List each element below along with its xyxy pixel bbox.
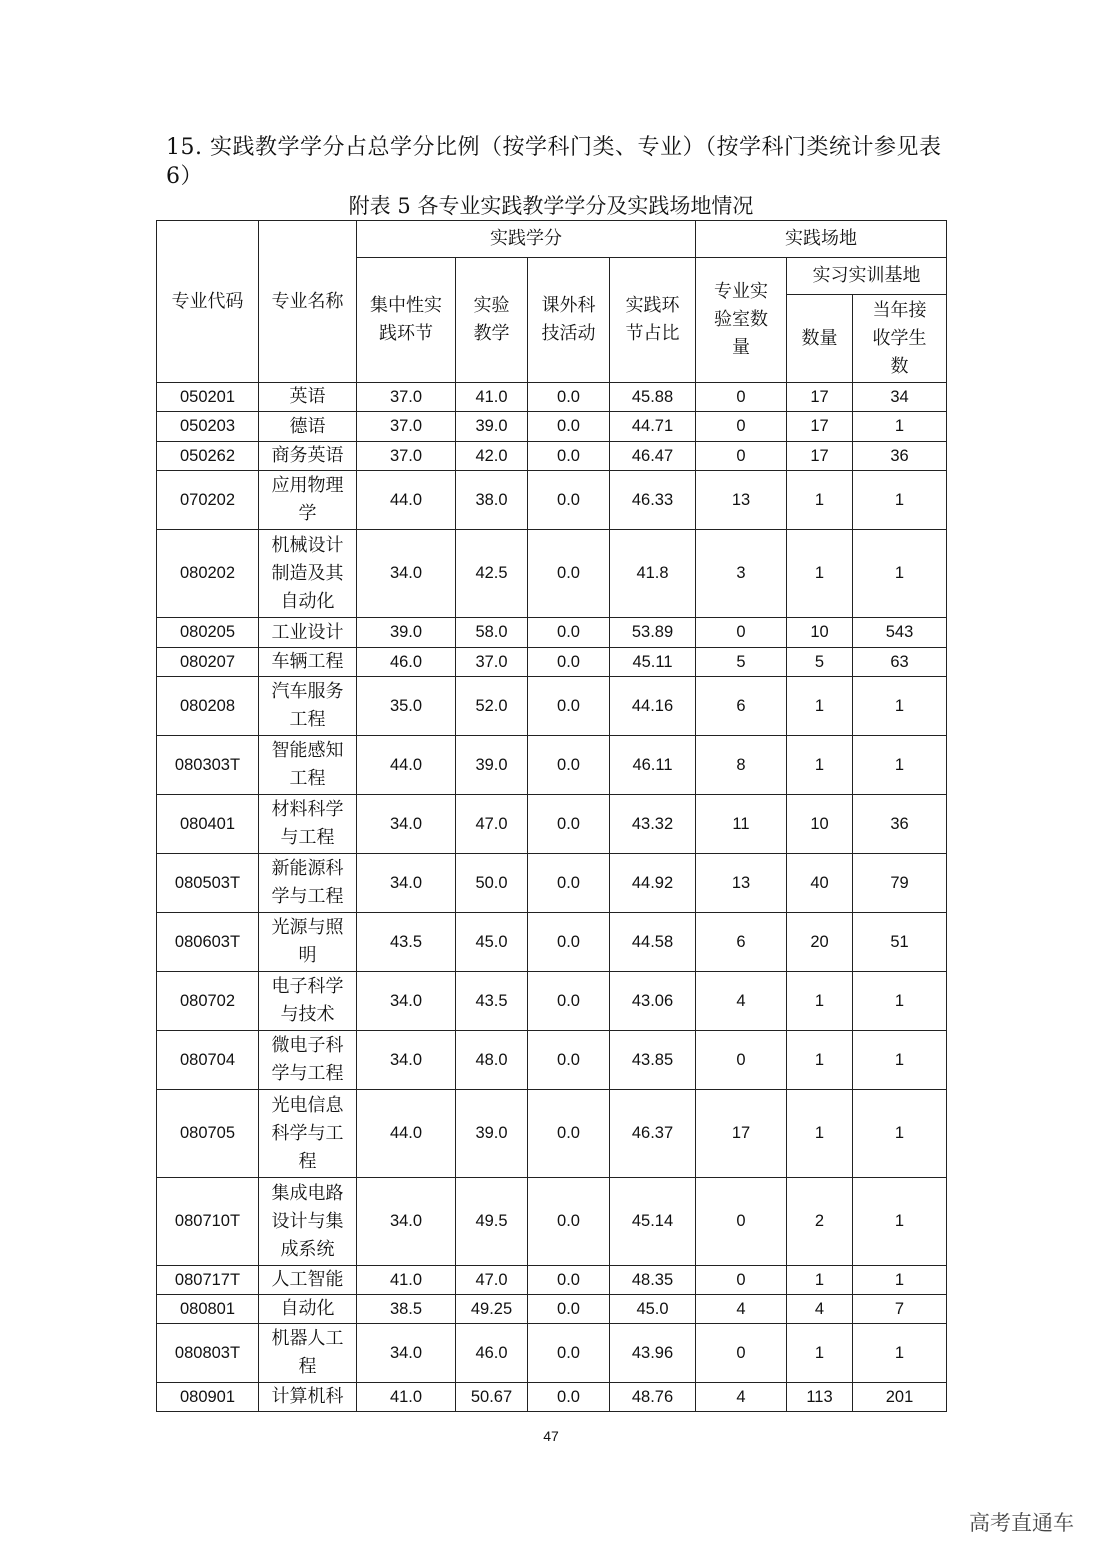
table-row — [157, 677, 947, 736]
cell-labs: 13 — [696, 471, 787, 530]
cell-name: 材料科学与工程 — [259, 795, 357, 854]
section-heading: 15. 实践教学学分占总学分比例（按学科门类、专业）（按学科门类统计参见表6） — [166, 135, 942, 189]
cell-students: 63 — [853, 648, 947, 677]
cell-code: 050203 — [157, 412, 259, 442]
header-practice-site: 实践场地 — [696, 221, 947, 258]
cell-experiment: 41.0 — [456, 383, 528, 412]
cell-name: 电子科学与技术 — [259, 972, 357, 1031]
cell-ratio: 44.71 — [610, 412, 696, 442]
cell-experiment: 38.0 — [456, 471, 528, 530]
cell-labs: 0 — [696, 618, 787, 648]
cell-name: 自动化 — [259, 1295, 357, 1324]
cell-extracurricular: 0.0 — [528, 1178, 610, 1266]
cell-bases: 20 — [787, 913, 853, 972]
cell-code: 080803T — [157, 1324, 259, 1383]
cell-labs: 0 — [696, 1178, 787, 1266]
cell-experiment: 39.0 — [456, 412, 528, 442]
cell-ratio: 46.11 — [610, 736, 696, 795]
header-students: 当年接收学生数 — [853, 295, 947, 383]
cell-concentrated: 44.0 — [357, 471, 456, 530]
cell-code: 080710T — [157, 1178, 259, 1266]
cell-labs: 17 — [696, 1090, 787, 1178]
cell-students: 1 — [853, 412, 947, 442]
cell-ratio: 53.89 — [610, 618, 696, 648]
cell-ratio: 48.76 — [610, 1383, 696, 1412]
cell-labs: 6 — [696, 913, 787, 972]
cell-extracurricular: 0.0 — [528, 677, 610, 736]
cell-ratio: 44.58 — [610, 913, 696, 972]
cell-concentrated: 43.5 — [357, 913, 456, 972]
cell-concentrated: 34.0 — [357, 854, 456, 913]
cell-students: 34 — [853, 383, 947, 412]
cell-name: 机器人工程 — [259, 1324, 357, 1383]
cell-concentrated: 37.0 — [357, 442, 456, 471]
table-caption: 附表 5 各专业实践教学学分及实践场地情况 — [348, 194, 754, 218]
header-practice-credits: 实践学分 — [357, 221, 696, 258]
header-labs: 专业实验室数量 — [696, 258, 787, 383]
cell-experiment: 50.0 — [456, 854, 528, 913]
cell-concentrated: 34.0 — [357, 972, 456, 1031]
header-ratio: 实践环节占比 — [610, 258, 696, 383]
table-row — [157, 1090, 947, 1178]
table-row — [157, 618, 947, 648]
cell-code: 080603T — [157, 913, 259, 972]
cell-experiment: 42.0 — [456, 442, 528, 471]
cell-concentrated: 37.0 — [357, 383, 456, 412]
table-row — [157, 1266, 947, 1295]
table-row — [157, 412, 947, 442]
cell-ratio: 44.92 — [610, 854, 696, 913]
cell-extracurricular: 0.0 — [528, 1266, 610, 1295]
cell-experiment: 45.0 — [456, 913, 528, 972]
cell-labs: 4 — [696, 1383, 787, 1412]
cell-name: 光电信息科学与工程 — [259, 1090, 357, 1178]
cell-ratio: 48.35 — [610, 1266, 696, 1295]
cell-name: 商务英语 — [259, 442, 357, 471]
cell-labs: 5 — [696, 648, 787, 677]
cell-code: 080205 — [157, 618, 259, 648]
cell-extracurricular: 0.0 — [528, 618, 610, 648]
cell-extracurricular: 0.0 — [528, 530, 610, 618]
cell-ratio: 46.33 — [610, 471, 696, 530]
table-row — [157, 1031, 947, 1090]
cell-concentrated: 35.0 — [357, 677, 456, 736]
cell-labs: 3 — [696, 530, 787, 618]
practice-credits-table — [156, 220, 947, 1412]
cell-extracurricular: 0.0 — [528, 736, 610, 795]
cell-concentrated: 44.0 — [357, 736, 456, 795]
header-extracurricular: 课外科技活动 — [528, 258, 610, 383]
cell-experiment: 39.0 — [456, 1090, 528, 1178]
cell-concentrated: 34.0 — [357, 795, 456, 854]
cell-extracurricular: 0.0 — [528, 442, 610, 471]
header-concentrated: 集中性实践环节 — [357, 258, 456, 383]
cell-name: 光源与照明 — [259, 913, 357, 972]
table-row — [157, 1383, 947, 1412]
cell-code: 050201 — [157, 383, 259, 412]
cell-code: 080207 — [157, 648, 259, 677]
cell-code: 080705 — [157, 1090, 259, 1178]
cell-students: 36 — [853, 795, 947, 854]
table-row — [157, 471, 947, 530]
cell-ratio: 43.32 — [610, 795, 696, 854]
cell-students: 51 — [853, 913, 947, 972]
cell-bases: 17 — [787, 383, 853, 412]
header-bases: 实习实训基地 — [787, 258, 947, 295]
cell-bases: 10 — [787, 618, 853, 648]
cell-code: 080901 — [157, 1383, 259, 1412]
cell-experiment: 43.5 — [456, 972, 528, 1031]
cell-code: 070202 — [157, 471, 259, 530]
cell-bases: 1 — [787, 1090, 853, 1178]
cell-bases: 17 — [787, 412, 853, 442]
cell-experiment: 48.0 — [456, 1031, 528, 1090]
cell-bases: 1 — [787, 471, 853, 530]
cell-ratio: 45.0 — [610, 1295, 696, 1324]
cell-ratio: 43.85 — [610, 1031, 696, 1090]
cell-experiment: 47.0 — [456, 795, 528, 854]
table-row — [157, 736, 947, 795]
cell-labs: 0 — [696, 1324, 787, 1383]
cell-labs: 6 — [696, 677, 787, 736]
cell-code: 080801 — [157, 1295, 259, 1324]
cell-students: 36 — [853, 442, 947, 471]
cell-code: 080503T — [157, 854, 259, 913]
cell-name: 计算机科 — [259, 1383, 357, 1412]
cell-experiment: 58.0 — [456, 618, 528, 648]
table-row — [157, 442, 947, 471]
cell-bases: 113 — [787, 1383, 853, 1412]
cell-labs: 0 — [696, 1031, 787, 1090]
cell-labs: 0 — [696, 1266, 787, 1295]
cell-bases: 5 — [787, 648, 853, 677]
header-experiment: 实验教学 — [456, 258, 528, 383]
cell-ratio: 46.47 — [610, 442, 696, 471]
cell-labs: 8 — [696, 736, 787, 795]
cell-bases: 1 — [787, 1031, 853, 1090]
cell-experiment: 39.0 — [456, 736, 528, 795]
table-row — [157, 530, 947, 618]
cell-labs: 0 — [696, 442, 787, 471]
table-row — [157, 854, 947, 913]
cell-ratio: 43.96 — [610, 1324, 696, 1383]
cell-name: 英语 — [259, 383, 357, 412]
table-row — [157, 972, 947, 1031]
cell-students: 1 — [853, 1031, 947, 1090]
cell-name: 新能源科学与工程 — [259, 854, 357, 913]
cell-students: 1 — [853, 471, 947, 530]
cell-students: 1 — [853, 1324, 947, 1383]
cell-students: 7 — [853, 1295, 947, 1324]
cell-bases: 1 — [787, 677, 853, 736]
cell-concentrated: 34.0 — [357, 530, 456, 618]
cell-labs: 11 — [696, 795, 787, 854]
cell-bases: 2 — [787, 1178, 853, 1266]
cell-ratio: 43.06 — [610, 972, 696, 1031]
cell-name: 汽车服务工程 — [259, 677, 357, 736]
cell-code: 080717T — [157, 1266, 259, 1295]
cell-code: 080303T — [157, 736, 259, 795]
cell-experiment: 50.67 — [456, 1383, 528, 1412]
cell-students: 1 — [853, 972, 947, 1031]
cell-students: 1 — [853, 1266, 947, 1295]
cell-ratio: 45.11 — [610, 648, 696, 677]
cell-extracurricular: 0.0 — [528, 383, 610, 412]
cell-bases: 1 — [787, 1266, 853, 1295]
cell-name: 微电子科学与工程 — [259, 1031, 357, 1090]
page-number: 47 — [543, 1428, 559, 1444]
cell-extracurricular: 0.0 — [528, 648, 610, 677]
cell-experiment: 49.5 — [456, 1178, 528, 1266]
cell-code: 050262 — [157, 442, 259, 471]
cell-bases: 4 — [787, 1295, 853, 1324]
cell-bases: 17 — [787, 442, 853, 471]
header-code: 专业代码 — [157, 221, 259, 383]
cell-code: 080704 — [157, 1031, 259, 1090]
cell-extracurricular: 0.0 — [528, 1295, 610, 1324]
cell-bases: 1 — [787, 972, 853, 1031]
cell-concentrated: 37.0 — [357, 412, 456, 442]
cell-name: 德语 — [259, 412, 357, 442]
cell-concentrated: 41.0 — [357, 1266, 456, 1295]
cell-students: 1 — [853, 1090, 947, 1178]
cell-ratio: 46.37 — [610, 1090, 696, 1178]
cell-name: 机械设计制造及其自动化 — [259, 530, 357, 618]
cell-bases: 1 — [787, 530, 853, 618]
cell-concentrated: 41.0 — [357, 1383, 456, 1412]
cell-students: 1 — [853, 677, 947, 736]
table-row — [157, 795, 947, 854]
cell-concentrated: 34.0 — [357, 1031, 456, 1090]
cell-experiment: 49.25 — [456, 1295, 528, 1324]
header-name: 专业名称 — [259, 221, 357, 383]
cell-code: 080401 — [157, 795, 259, 854]
cell-ratio: 44.16 — [610, 677, 696, 736]
cell-experiment: 52.0 — [456, 677, 528, 736]
cell-labs: 4 — [696, 972, 787, 1031]
cell-ratio: 45.88 — [610, 383, 696, 412]
header-base-count: 数量 — [787, 295, 853, 383]
cell-extracurricular: 0.0 — [528, 1090, 610, 1178]
cell-concentrated: 46.0 — [357, 648, 456, 677]
cell-name: 人工智能 — [259, 1266, 357, 1295]
cell-bases: 1 — [787, 736, 853, 795]
table-row — [157, 1178, 947, 1266]
cell-bases: 10 — [787, 795, 853, 854]
cell-labs: 13 — [696, 854, 787, 913]
cell-concentrated: 34.0 — [357, 1324, 456, 1383]
table-row — [157, 1324, 947, 1383]
cell-students: 543 — [853, 618, 947, 648]
cell-concentrated: 39.0 — [357, 618, 456, 648]
cell-extracurricular: 0.0 — [528, 854, 610, 913]
cell-extracurricular: 0.0 — [528, 795, 610, 854]
cell-experiment: 37.0 — [456, 648, 528, 677]
table-row — [157, 383, 947, 412]
cell-concentrated: 38.5 — [357, 1295, 456, 1324]
cell-experiment: 46.0 — [456, 1324, 528, 1383]
cell-concentrated: 44.0 — [357, 1090, 456, 1178]
cell-extracurricular: 0.0 — [528, 913, 610, 972]
cell-students: 201 — [853, 1383, 947, 1412]
cell-ratio: 41.8 — [610, 530, 696, 618]
cell-ratio: 45.14 — [610, 1178, 696, 1266]
cell-bases: 40 — [787, 854, 853, 913]
cell-extracurricular: 0.0 — [528, 471, 610, 530]
cell-students: 1 — [853, 1178, 947, 1266]
cell-extracurricular: 0.0 — [528, 1324, 610, 1383]
cell-bases: 1 — [787, 1324, 853, 1383]
cell-labs: 4 — [696, 1295, 787, 1324]
cell-students: 1 — [853, 530, 947, 618]
cell-name: 工业设计 — [259, 618, 357, 648]
cell-extracurricular: 0.0 — [528, 1383, 610, 1412]
table-row — [157, 1295, 947, 1324]
cell-students: 1 — [853, 736, 947, 795]
cell-name: 智能感知工程 — [259, 736, 357, 795]
cell-extracurricular: 0.0 — [528, 1031, 610, 1090]
cell-name: 集成电路设计与集成系统 — [259, 1178, 357, 1266]
cell-extracurricular: 0.0 — [528, 412, 610, 442]
cell-experiment: 42.5 — [456, 530, 528, 618]
cell-labs: 0 — [696, 383, 787, 412]
cell-concentrated: 34.0 — [357, 1178, 456, 1266]
cell-code: 080202 — [157, 530, 259, 618]
cell-code: 080208 — [157, 677, 259, 736]
cell-experiment: 47.0 — [456, 1266, 528, 1295]
cell-students: 79 — [853, 854, 947, 913]
table-row — [157, 913, 947, 972]
watermark: 高考直通车 — [969, 1511, 1074, 1535]
cell-name: 车辆工程 — [259, 648, 357, 677]
cell-name: 应用物理学 — [259, 471, 357, 530]
cell-code: 080702 — [157, 972, 259, 1031]
cell-extracurricular: 0.0 — [528, 972, 610, 1031]
table-row — [157, 648, 947, 677]
cell-labs: 0 — [696, 412, 787, 442]
